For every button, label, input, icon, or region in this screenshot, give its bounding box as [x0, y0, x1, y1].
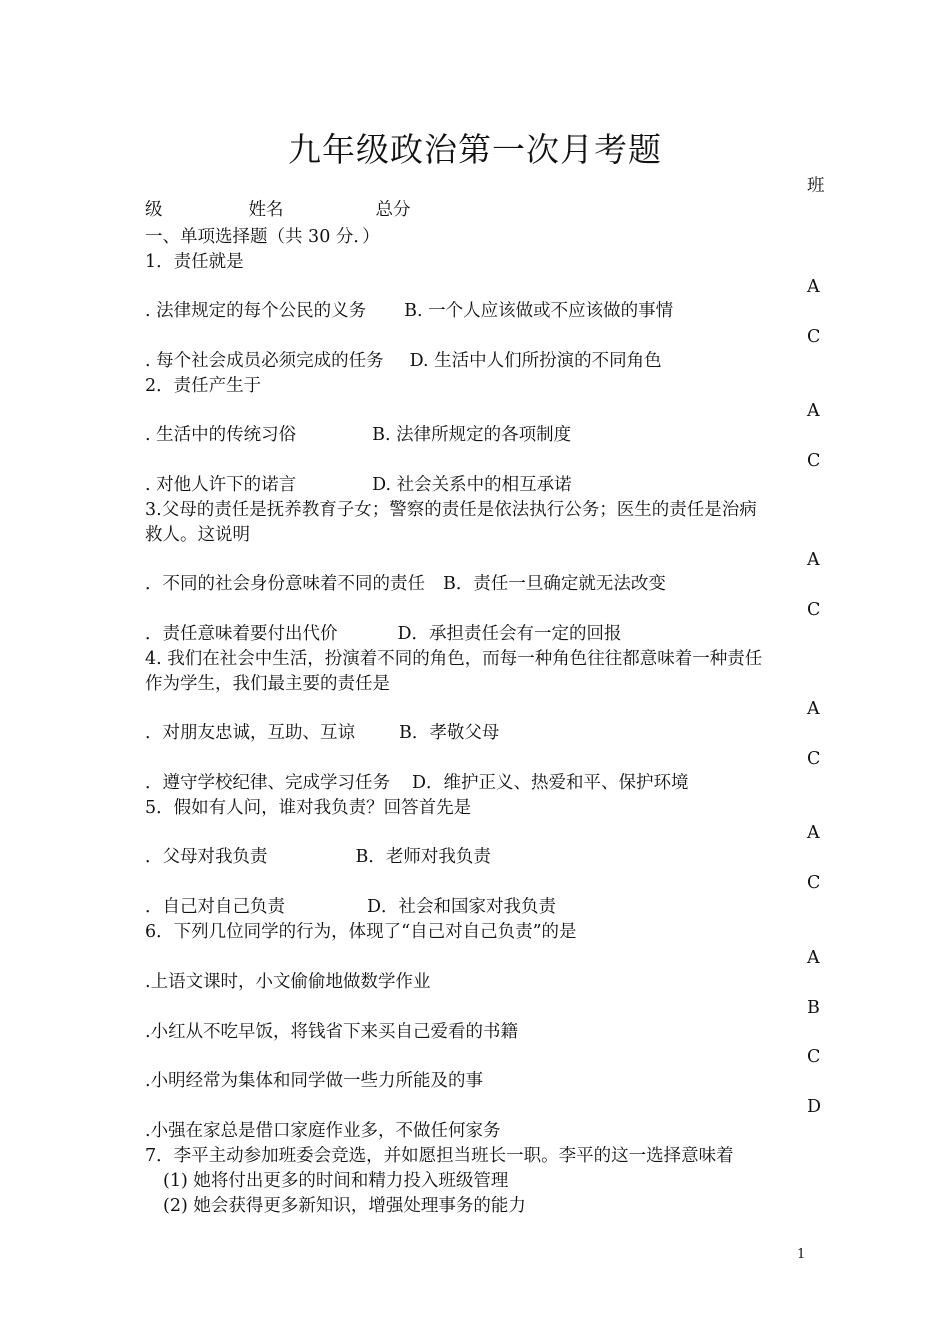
section-heading: 一、单项选择题（共 30 分．）	[145, 227, 380, 247]
question-4-options-ab	[145, 721, 499, 745]
option-d: D．承担责任会有一定的回报	[397, 624, 622, 644]
header-class-char: 班	[807, 176, 825, 196]
option-d: D．社会和国家对我负责	[367, 897, 557, 917]
option-b: B. 一个人应该做或不应该做的事情	[404, 301, 674, 321]
question-7-item-1: (1) 她将付出更多的时间和精力投入班级管理	[163, 1171, 509, 1191]
question-3-mark-c: C	[807, 600, 821, 620]
question-4-mark-a: A	[807, 699, 820, 719]
question-3-stem-line-1: 3.父母的责任是抚养教育子女；警察的责任是依法执行公务；医生的责任是治病	[145, 500, 757, 520]
option-a: . 生活中的传统习俗	[145, 425, 297, 445]
option-b: B．孝敬父母	[399, 723, 500, 743]
page-number: 1	[797, 1247, 806, 1262]
option-c: ．责任意味着要付出代价	[145, 624, 338, 644]
question-7-item-2: (2) 她会获得更多新知识，增强处理事务的能力	[163, 1196, 526, 1216]
question-6-option-c: .小明经常为集体和同学做一些力所能及的事	[145, 1071, 484, 1091]
question-6-option-d: .小强在家总是借口家庭作业多，不做任何家务	[145, 1121, 501, 1141]
question-4-mark-c: C	[807, 749, 821, 769]
question-2-options-cd	[145, 473, 572, 497]
question-6-option-b: .小红从不吃早饭，将钱省下来买自己爱看的书籍	[145, 1022, 519, 1042]
question-1-stem: 1．责任就是	[145, 252, 244, 272]
question-6-option-a: .上语文课时，小文偷偷地做数学作业	[145, 972, 431, 992]
question-5-stem: 5．假如有人问，谁对我负责？回答首先是	[145, 798, 472, 818]
question-2-stem: 2．责任产生于	[145, 376, 262, 396]
option-d: D. 生活中人们所扮演的不同角色	[409, 351, 662, 371]
question-5-mark-a: A	[807, 823, 820, 843]
question-3-options-cd	[145, 622, 622, 646]
header-total-label: 总分	[375, 200, 411, 220]
header-name-label: 姓名	[248, 200, 284, 220]
question-5-options-cd	[145, 895, 556, 919]
option-b: B. 法律所规定的各项制度	[372, 425, 572, 445]
option-a: ．父母对我负责	[145, 847, 268, 867]
option-b: B．责任一旦确定就无法改变	[443, 574, 666, 594]
page-title: 九年级政治第一次月考题	[288, 130, 662, 169]
question-6-mark-c: C	[807, 1047, 821, 1067]
question-6-mark-d: D	[807, 1097, 822, 1117]
question-5-mark-c: C	[807, 873, 821, 893]
question-7-stem: 7．李平主动参加班委会竞选，并如愿担当班长一职。李平的这一选择意味着	[145, 1146, 734, 1166]
question-2-mark-a: A	[807, 401, 820, 421]
question-2-mark-c: C	[807, 451, 821, 471]
option-a: ．对朋友忠诚，互助、互谅	[145, 723, 355, 743]
header-info-row	[145, 198, 411, 222]
question-1-options-cd	[145, 349, 662, 373]
question-3-stem-line-2: 救人。这说明	[145, 525, 250, 545]
option-c: . 每个社会成员必须完成的任务	[145, 351, 384, 371]
question-2-options-ab	[145, 423, 571, 447]
question-5-options-ab	[145, 845, 491, 869]
question-6-stem: 6．下列几位同学的行为，体现了“自己对自己负责”的是	[145, 922, 577, 942]
option-c: ．遵守学校纪律、完成学习任务	[145, 773, 390, 793]
question-6-mark-a: A	[807, 948, 820, 968]
question-4-stem-line-1: 4. 我们在社会中生活，扮演着不同的角色，而每一种角色往往都意味着一种责任	[145, 649, 763, 669]
question-1-mark-c: C	[807, 327, 821, 347]
question-4-options-cd	[145, 771, 689, 795]
question-3-options-ab	[145, 572, 666, 596]
option-d: D. 社会关系中的相互承诺	[372, 475, 572, 495]
option-c: . 对他人许下的诺言	[145, 475, 297, 495]
option-d: D．维护正义、热爱和平、保护环境	[412, 773, 689, 793]
question-3-mark-a: A	[807, 550, 820, 570]
question-4-stem-line-2: 作为学生，我们最主要的责任是	[145, 674, 390, 694]
option-c: ．自己对自己负责	[145, 897, 285, 917]
option-a: . 法律规定的每个公民的义务	[145, 301, 367, 321]
question-1-mark-a: A	[807, 277, 820, 297]
question-6-mark-b: B	[807, 998, 820, 1018]
question-1-options-ab	[145, 299, 673, 323]
option-a: ．不同的社会身份意味着不同的责任	[145, 574, 425, 594]
header-grade-char: 级	[145, 200, 163, 220]
option-b: B．老师对我负责	[355, 847, 491, 867]
